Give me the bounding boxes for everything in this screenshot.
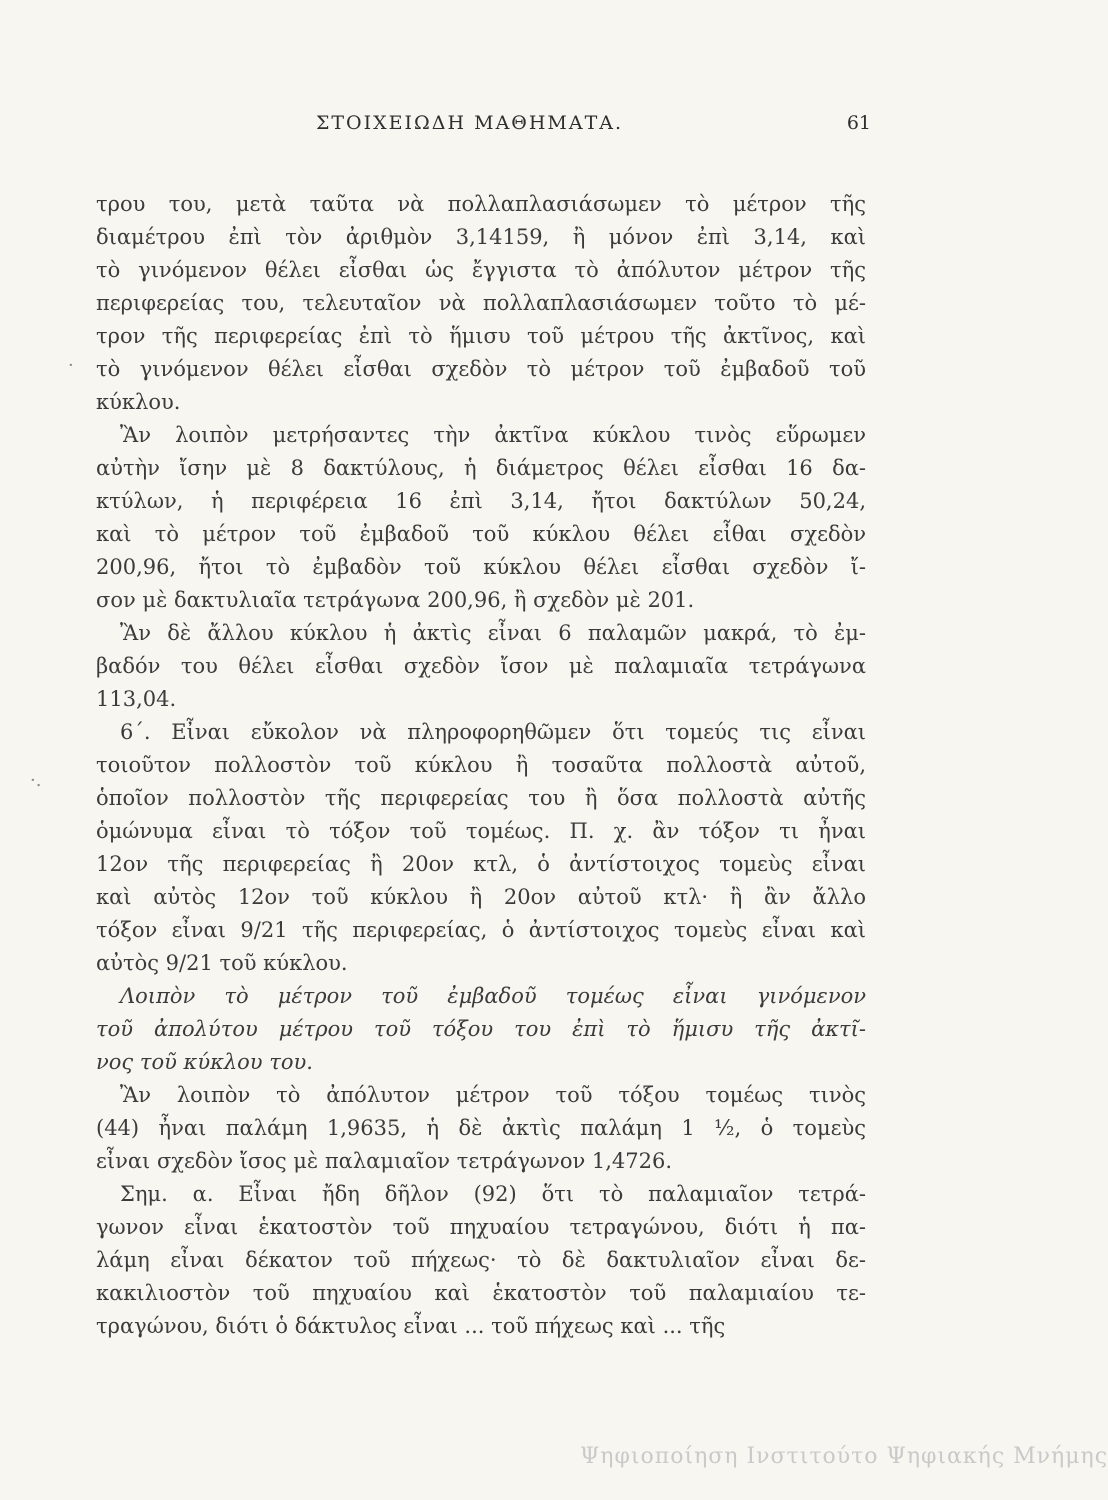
- paragraph: [96, 617, 866, 716]
- text-line: (44) ἦναι παλάμη 1,9635, ἡ δὲ ἀκτὶς παλάμη 1 ½, ὁ τομεὺς: [96, 1116, 866, 1140]
- text-line: βαδόν του θέλει εἶσθαι σχεδὸν ἴσον μὲ παλαμιαῖα τετράγωνα: [96, 654, 866, 678]
- text-line: κτύλων, ἡ περιφέρεια 16 ἐπὶ 3,14, ἤτοι δακτύλων 50,24,: [96, 489, 866, 513]
- page-header: [0, 112, 939, 146]
- text-line: τραγώνου, διότι ὁ δάκτυλος εἶναι ... τοῦ πήχεως καὶ ... τῆς: [96, 1314, 726, 1338]
- text-line: κύκλου.: [96, 390, 181, 414]
- text-line: αὐτὴν ἴσην μὲ 8 δακτύλους, ἡ διάμετρος θέλει εἶσθαι 16 δα-: [96, 456, 866, 480]
- paragraph: [96, 419, 866, 617]
- text-line: τρον τῆς περιφερείας ἐπὶ τὸ ἥμισυ τοῦ μέτρου τῆς ἀκτῖνος, καὶ: [96, 324, 866, 348]
- text-line: τὸ γινόμενον θέλει εἶσθαι ὡς ἔγγιστα τὸ ἀπόλυτον μέτρον τῆς: [96, 258, 866, 282]
- text-line: 113,04.: [96, 687, 177, 711]
- text-line: τοῦ ἀπολύτου μέτρου τοῦ τόξου του ἐπὶ τὸ ἥμισυ τῆς ἀκτῖ-: [96, 1017, 866, 1041]
- text-line: 200,96, ἤτοι τὸ ἐμβαδὸν τοῦ κύκλου θέλει εἶσθαι σχεδὸν ἴ-: [96, 555, 866, 579]
- text-line: 12ον τῆς περιφερείας ἢ 20ον κτλ, ὁ ἀντίστοιχος τομεὺς εἶναι: [96, 852, 866, 876]
- text-line: κακιλιοστὸν τοῦ πηχυαίου καὶ ἑκατοστὸν τοῦ παλαμιαίου τε-: [96, 1281, 866, 1305]
- text-line: 6΄. Εἶναι εὔκολον νὰ πληροφορηθῶμεν ὅτι τομεύς τις εἶναι: [120, 720, 866, 744]
- text-line: καὶ τὸ μέτρον τοῦ ἐμβαδοῦ τοῦ κύκλου θέλει εἶθαι σχεδὸν: [96, 522, 866, 546]
- text-line: περιφερείας του, τελευταῖον νὰ πολλαπλασιάσωμεν τοῦτο τὸ μέ-: [96, 291, 866, 315]
- text-line: Ἂν δὲ ἄλλου κύκλου ἡ ἀκτὶς εἶναι 6 παλαμῶν μακρά, τὸ ἐμ-: [120, 621, 866, 645]
- page-number: 61: [846, 112, 871, 134]
- text-line: τὸ γινόμενον θέλει εἶσθαι σχεδὸν τὸ μέτρον τοῦ ἐμβαδοῦ τοῦ: [96, 357, 866, 381]
- text-line: λάμη εἶναι δέκατον τοῦ πήχεως· τὸ δὲ δακτυλιαῖον εἶναι δε-: [96, 1248, 866, 1272]
- text-line: αὐτὸς 9/21 τοῦ κύκλου.: [96, 951, 348, 975]
- text-line: Λοιπὸν τὸ μέτρον τοῦ ἐμβαδοῦ τομέως εἶναι γινόμενον: [120, 984, 866, 1008]
- paragraph: [96, 980, 866, 1079]
- paragraph: [96, 716, 866, 980]
- text-line: διαμέτρου ἐπὶ τὸν ἀριθμὸν 3,14159, ἢ μόνον ἐπὶ 3,14, καὶ: [96, 225, 866, 249]
- text-line: καὶ αὐτὸς 12ον τοῦ κύκλου ἢ 20ον αὐτοῦ κτλ· ἢ ἂν ἄλλο: [96, 885, 866, 909]
- text-line: τόξον εἶναι 9/21 τῆς περιφερείας, ὁ ἀντίστοιχος τομεὺς εἶναι καὶ: [96, 918, 866, 942]
- paragraph: [96, 188, 866, 419]
- margin-mark: ·: [68, 355, 74, 376]
- running-title: ΣΤΟΙΧΕΙΩΔΗ ΜΑΘΗΜΑΤΑ.: [315, 112, 624, 134]
- text-line: ὁμώνυμα εἶναι τὸ τόξον τοῦ τομέως. Π. χ. ἂν τόξον τι ἦναι: [96, 819, 866, 843]
- paragraph: [96, 1079, 866, 1178]
- margin-mark: ·.: [30, 770, 42, 791]
- text-line: εἶναι σχεδὸν ἴσος μὲ παλαμιαῖον τετράγωνον 1,4726.: [96, 1149, 673, 1173]
- text-line: Ἂν λοιπὸν τὸ ἀπόλυτον μέτρον τοῦ τόξου τομέως τινὸς: [120, 1083, 866, 1107]
- text-line: ὁποῖον πολλοστὸν τῆς περιφερείας του ἢ ὅσα πολλοστὰ αὐτῆς: [96, 786, 866, 810]
- text-line: σον μὲ δακτυλιαῖα τετράγωνα 200,96, ἢ σχεδὸν μὲ 201.: [96, 588, 695, 612]
- text-line: τοιοῦτον πολλοστὸν τοῦ κύκλου ἢ τοσαῦτα πολλοστὰ αὐτοῦ,: [96, 753, 866, 777]
- text-line: νος τοῦ κύκλου του.: [96, 1050, 313, 1074]
- body-text: [96, 188, 866, 1343]
- text-line: Ἂν λοιπὸν μετρήσαντες τὴν ἀκτῖνα κύκλου τινὸς εὕρωμεν: [120, 423, 866, 447]
- text-line: τρου του, μετὰ ταῦτα νὰ πολλαπλασιάσωμεν τὸ μέτρον τῆς: [96, 192, 866, 216]
- watermark: Ψηφιοποίηση Ινστιτούτο Ψηφιακής Μνήμης: [580, 1444, 1108, 1469]
- paragraph: [96, 1178, 866, 1343]
- text-line: Σημ. α. Εἶναι ἤδη δῆλον (92) ὅτι τὸ παλαμιαῖον τετρά-: [120, 1182, 866, 1206]
- text-line: γωνον εἶναι ἑκατοστὸν τοῦ πηχυαίου τετραγώνου, διότι ἡ πα-: [96, 1215, 866, 1239]
